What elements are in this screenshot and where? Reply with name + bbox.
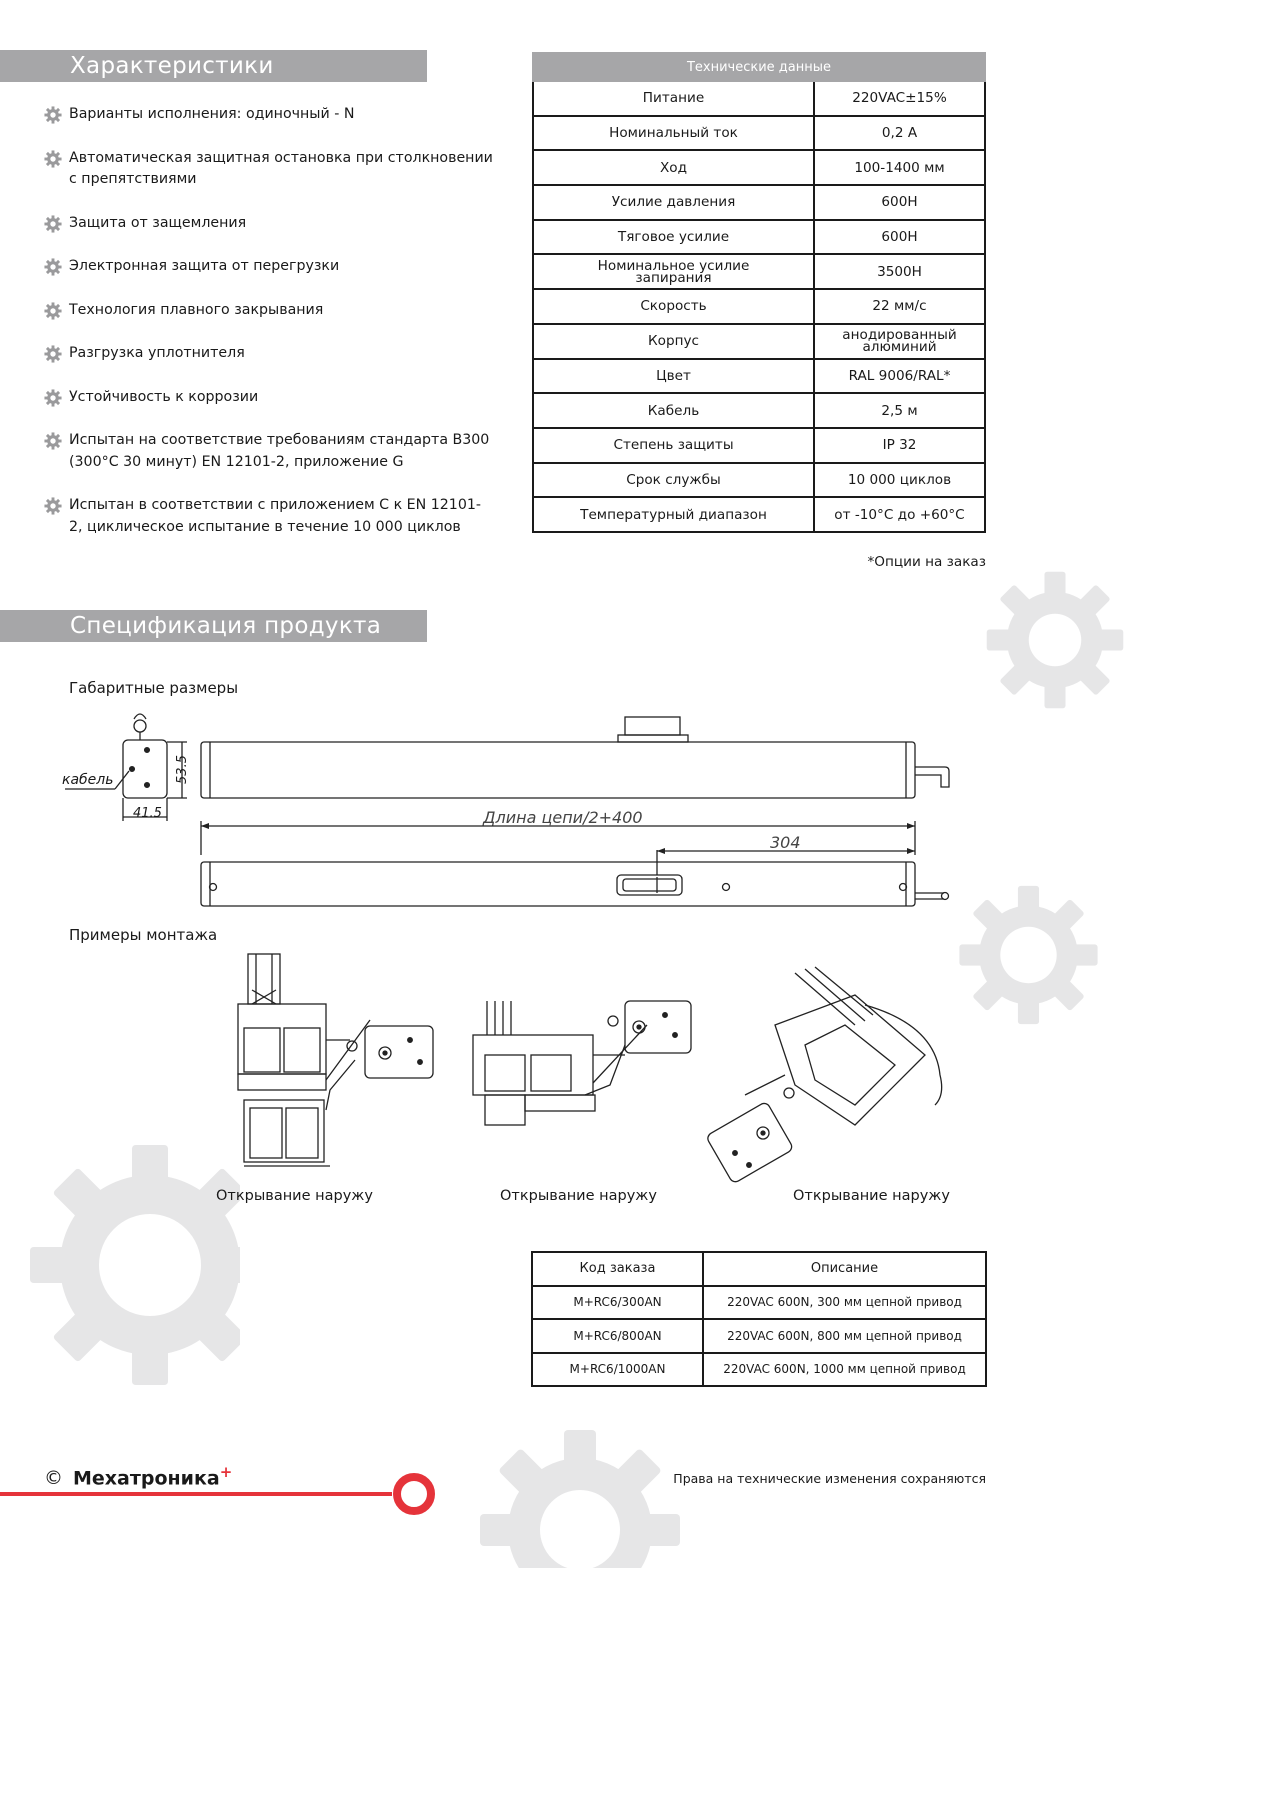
gear-decoration-left-bottom xyxy=(0,1060,240,1470)
table-row xyxy=(533,463,985,498)
characteristics-heading: Характеристики xyxy=(0,50,427,82)
param-value: 22 мм/с xyxy=(814,289,985,324)
mounting-caption-1: Открывание наружу xyxy=(216,1188,373,1204)
param-name: Номинальный ток xyxy=(533,116,814,151)
feature-text: Испытан в соответствии с приложением С к EN 12101-2, циклическое испытание в течение 10 000 циклов xyxy=(69,497,482,535)
rights-notice: Права на технические изменения сохраняются xyxy=(673,1471,986,1486)
column-header: Описание xyxy=(703,1252,986,1286)
technical-data-header: Технические данные xyxy=(533,53,985,81)
table-row xyxy=(533,185,985,220)
feature-text: Защита от защемления xyxy=(69,214,247,231)
gear-decoration-right-top xyxy=(985,560,1125,720)
param-value: 600Н xyxy=(814,185,985,220)
table-row xyxy=(533,116,985,151)
feature-text: Устойчивость к коррозии xyxy=(69,388,259,405)
table-row xyxy=(533,497,985,532)
order-description: 220VAC 600N, 800 мм цепной привод xyxy=(703,1319,986,1353)
mounting-caption-3: Открывание наружу xyxy=(793,1188,950,1204)
mounting-eye-icon xyxy=(134,720,146,732)
feature-text: Автоматическая защитная остановка при столкновении с препятствиями xyxy=(69,149,493,187)
feature-item xyxy=(44,104,494,126)
gear-bullet-icon xyxy=(44,345,62,363)
param-name: Кабель xyxy=(533,393,814,428)
width-dimension: 41.5 xyxy=(133,806,162,821)
gear-bullet-icon xyxy=(44,432,62,450)
feature-item xyxy=(44,495,494,538)
order-code: M+RC6/1000AN xyxy=(532,1353,703,1387)
copyright-symbol: © xyxy=(44,1467,63,1490)
table-row xyxy=(532,1286,986,1320)
table-row xyxy=(533,324,985,359)
param-value: IP 32 xyxy=(814,428,985,463)
gear-decoration-right-middle xyxy=(958,855,1099,1055)
mounting-example-2 xyxy=(465,995,700,1135)
specification-heading: Спецификация продукта xyxy=(0,610,427,642)
param-value: RAL 9006/RAL* xyxy=(814,359,985,394)
feature-text: Испытан на соответствие требованиям стандарта В300 (300°С 30 минут) EN 12101-2, приложение G xyxy=(69,432,490,470)
param-value: от -10°С до +60°С xyxy=(814,497,985,532)
param-name: Питание xyxy=(533,81,814,116)
gear-decoration-bottom-center xyxy=(480,1430,680,1568)
column-header: Код заказа xyxy=(532,1252,703,1286)
param-name: Срок службы xyxy=(533,463,814,498)
table-row xyxy=(532,1353,986,1387)
footer-red-circle-icon xyxy=(397,1477,431,1511)
offset-dimension: 304 xyxy=(770,833,801,852)
param-name: Степень защиты xyxy=(533,428,814,463)
param-value: 100-1400 мм xyxy=(814,150,985,185)
brand-logo xyxy=(44,1463,232,1489)
param-name: Усилие давления xyxy=(533,185,814,220)
param-name: Температурный диапазон xyxy=(533,497,814,532)
feature-item xyxy=(44,430,494,473)
feature-text: Разгрузка уплотнителя xyxy=(69,345,245,361)
order-description: 220VAC 600N, 300 мм цепной привод xyxy=(703,1286,986,1320)
order-description: 220VAC 600N, 1000 мм цепной привод xyxy=(703,1353,986,1387)
param-name: Тяговое усилие xyxy=(533,220,814,255)
table-row xyxy=(533,220,985,255)
table-row xyxy=(533,393,985,428)
gear-bullet-icon xyxy=(44,106,62,124)
feature-text: Технология плавного закрывания xyxy=(69,301,324,318)
gear-bullet-icon xyxy=(44,389,62,407)
brand-plus: + xyxy=(219,1463,233,1481)
table-row xyxy=(533,81,985,116)
mounting-title: Примеры монтажа xyxy=(69,926,218,944)
gear-bullet-icon xyxy=(44,497,62,515)
feature-item xyxy=(44,213,494,235)
param-name: Номинальное усилие запирания xyxy=(533,254,814,289)
table-row xyxy=(532,1319,986,1353)
param-name: Корпус xyxy=(533,324,814,359)
order-code: M+RC6/800AN xyxy=(532,1319,703,1353)
table-row xyxy=(533,289,985,324)
order-codes-table xyxy=(531,1251,987,1387)
gear-bullet-icon xyxy=(44,215,62,233)
cable-label: кабель xyxy=(62,772,114,788)
param-value: 10 000 циклов xyxy=(814,463,985,498)
height-dimension: 53.5 xyxy=(174,755,190,784)
gear-bullet-icon xyxy=(44,302,62,320)
param-value: анодированный алюминий xyxy=(814,324,985,359)
brand-name: Мехатроника xyxy=(73,1467,220,1490)
param-value: 600Н xyxy=(814,220,985,255)
feature-text: Электронная защита от перегрузки xyxy=(69,258,340,274)
actuator-top-view xyxy=(201,742,915,798)
param-name: Скорость xyxy=(533,289,814,324)
param-name: Ход xyxy=(533,150,814,185)
feature-item xyxy=(44,387,494,409)
param-value: 2,5 м xyxy=(814,393,985,428)
order-code: M+RC6/300AN xyxy=(532,1286,703,1320)
table-row xyxy=(533,359,985,394)
table-row xyxy=(533,254,985,289)
gear-bullet-icon xyxy=(44,150,62,168)
technical-data-table xyxy=(532,52,986,533)
feature-item xyxy=(44,300,494,322)
feature-item xyxy=(44,256,494,278)
mounting-caption-2: Открывание наружу xyxy=(500,1188,657,1204)
mounting-example-1 xyxy=(230,950,440,1175)
dimensions-title: Габаритные размеры xyxy=(69,679,239,697)
options-note: *Опции на заказ xyxy=(867,554,986,570)
feature-text: Варианты исполнения: одиночный - N xyxy=(69,106,355,122)
feature-item xyxy=(44,343,494,365)
chain-length-dimension: Длина цепи/2+400 xyxy=(483,808,643,827)
param-value: 3500Н xyxy=(814,254,985,289)
table-row xyxy=(533,150,985,185)
param-value: 0,2 А xyxy=(814,116,985,151)
actuator-bottom-view xyxy=(201,862,915,906)
param-value: 220VAC±15% xyxy=(814,81,985,116)
mounting-example-3 xyxy=(705,965,950,1185)
features-list xyxy=(44,100,494,538)
feature-item xyxy=(44,148,494,191)
table-header-row xyxy=(532,1252,986,1286)
gear-bullet-icon xyxy=(44,258,62,276)
table-row xyxy=(533,428,985,463)
param-name: Цвет xyxy=(533,359,814,394)
chain-outlet xyxy=(617,875,682,895)
